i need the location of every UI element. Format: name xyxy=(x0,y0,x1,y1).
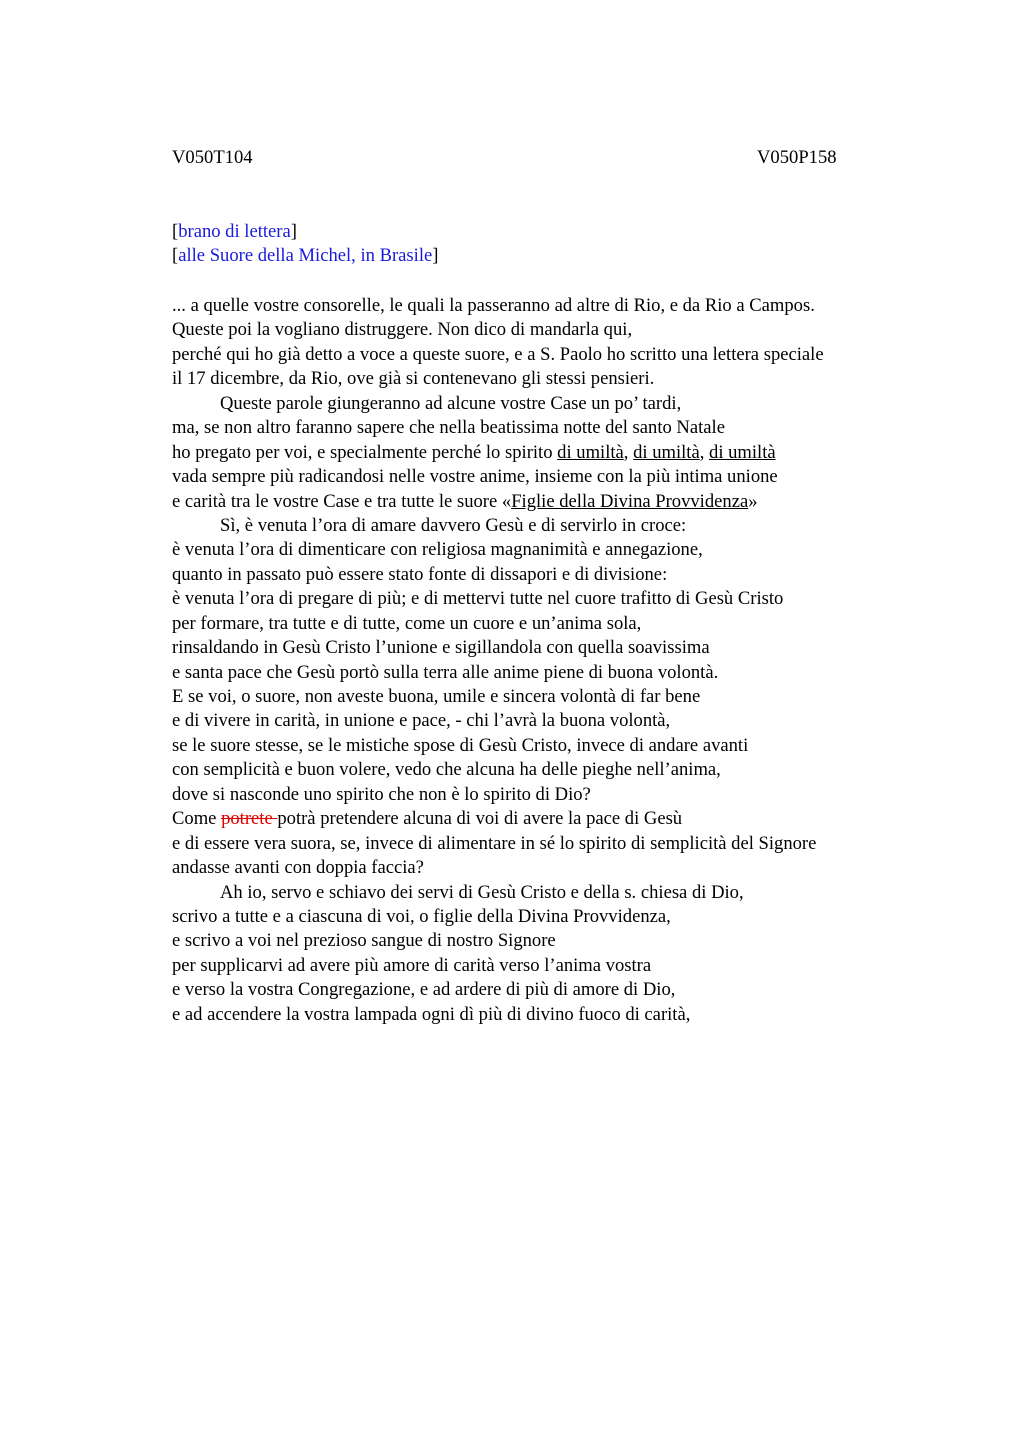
text-line: è venuta l’ora di pregare di più; e di mettervi tutte nel cuore trafitto di Gesù Cristo xyxy=(172,588,784,610)
text-line: e scrivo a voi nel prezioso sangue di nostro Signore xyxy=(172,930,556,952)
text-line: e di essere vera suora, se, invece di alimentare in sé lo spirito di semplicità del Signore xyxy=(172,832,817,854)
underlined-phrase: di umiltà xyxy=(709,441,776,463)
text-line: e ad accendere la vostra lampada ogni dì più di divino fuoco di carità, xyxy=(172,1003,691,1025)
underlined-phrase: di umiltà xyxy=(557,441,624,463)
text-line: il 17 dicembre, da Rio, ove già si contenevano gli stessi pensieri. xyxy=(172,368,655,390)
text-line-congregation xyxy=(172,490,932,514)
text-line-humility xyxy=(172,441,932,465)
text-line: per supplicarvi ad avere più amore di carità verso l’anima vostra xyxy=(172,954,652,976)
text-line: per formare, tra tutte e di tutte, come un cuore e un’anima sola, xyxy=(172,612,642,634)
letter-body xyxy=(172,294,932,1027)
text-line: Queste poi la vogliano distruggere. Non dico di mandarla qui, xyxy=(172,319,633,341)
text-line: rinsaldando in Gesù Cristo l’unione e sigillandola con quella soavissima xyxy=(172,637,710,659)
text-line: e santa pace che Gesù portò sulla terra alle anime piene di buona volontà. xyxy=(172,661,719,683)
text-line-paragraph-start: Sì, è venuta l’ora di amare davvero Gesù e di servirlo in croce: xyxy=(220,514,687,536)
separator: , xyxy=(699,441,710,463)
underlined-phrase: di umiltà xyxy=(633,441,700,463)
text-line: è venuta l’ora di dimenticare con religiosa magnanimità e annegazione, xyxy=(172,539,703,561)
text-line: e di vivere in carità, in unione e pace, - chi l’avrà la buona volontà, xyxy=(172,710,671,732)
text-line-paragraph-start: Ah io, servo e schiavo dei servi di Gesù Cristo e della s. chiesa di Dio, xyxy=(220,881,744,903)
underlined-congregation-name: Figlie della Divina Provvidenza xyxy=(511,490,749,512)
note-recipient-text: alle Suore della Michel, in Brasile xyxy=(178,245,433,266)
text-line: ... a quelle vostre consorelle, le quali la passeranno ad altre di Rio, e da Rio a Campos. xyxy=(172,295,815,316)
text-line: perché qui ho già detto a voce a queste suore, e a S. Paolo ho scritto una lettera speciale xyxy=(172,343,824,365)
note-document-type: [brano di lettera] xyxy=(172,221,297,242)
volume-page-code: V050P158 xyxy=(757,147,837,168)
line-suffix: potrà pretendere alcuna di voi di avere la pace di Gesù xyxy=(277,808,683,830)
editorial-notes xyxy=(172,220,438,268)
note-document-type-text: brano di lettera xyxy=(178,221,291,242)
line-suffix: » xyxy=(748,490,758,512)
note-recipient: [alle Suore della Michel, in Brasile] xyxy=(172,245,439,266)
line-prefix: Come xyxy=(172,808,222,830)
text-line: vada sempre più radicandosi nelle vostre anime, insieme con la più intima unione xyxy=(172,466,778,488)
separator: , xyxy=(623,441,634,463)
text-line: e verso la vostra Congregazione, e ad ardere di più di amore di Dio, xyxy=(172,979,676,1001)
text-line: andasse avanti con doppia faccia? xyxy=(172,857,424,879)
text-line: scrivo a tutte e a ciascuna di voi, o figlie della Divina Provvidenza, xyxy=(172,905,671,927)
text-line: con semplicità e buon volere, vedo che alcuna ha delle pieghe nell’anima, xyxy=(172,759,721,781)
volume-text-code: V050T104 xyxy=(172,147,253,168)
text-line-correction xyxy=(172,807,932,831)
text-line-paragraph-start: Queste parole giungeranno ad alcune vostre Case un po’ tardi, xyxy=(220,392,682,414)
text-line: se le suore stesse, se le mistiche spose di Gesù Cristo, invece di andare avanti xyxy=(172,734,749,756)
text-line: E se voi, o suore, non aveste buona, umile e sincera volontà di far bene xyxy=(172,686,701,707)
deleted-word: potrete xyxy=(221,808,278,830)
text-line: ma, se non altro faranno sapere che nella beatissima notte del santo Natale xyxy=(172,417,725,439)
line-prefix: ho pregato per voi, e specialmente perché lo spirito xyxy=(172,441,558,463)
line-prefix: e carità tra le vostre Case e tra tutte le suore « xyxy=(172,490,512,512)
text-line: dove si nasconde uno spirito che non è lo spirito di Dio? xyxy=(172,783,591,805)
text-line: quanto in passato può essere stato fonte di dissapori e di divisione: xyxy=(172,563,668,585)
